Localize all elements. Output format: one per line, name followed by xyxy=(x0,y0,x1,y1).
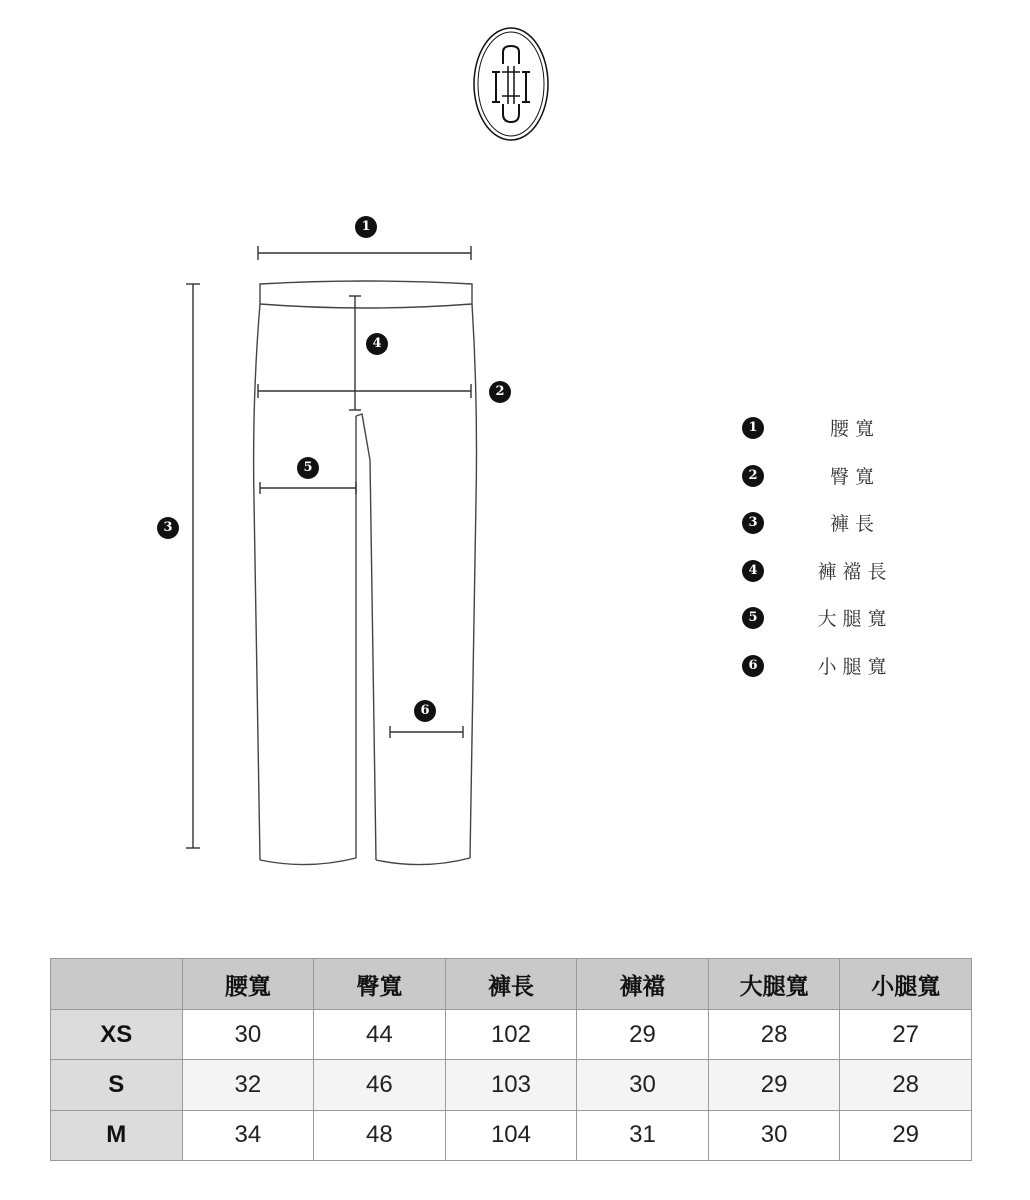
pants-diagram xyxy=(140,200,520,890)
legend-item xyxy=(742,509,942,557)
legend-item xyxy=(742,652,942,700)
legend-item xyxy=(742,462,942,510)
table-header-cell: 褲襠 xyxy=(577,959,709,1010)
legend-label: 大腿寬 xyxy=(817,608,893,630)
legend-marker: 5 xyxy=(742,607,764,629)
table-row xyxy=(51,1010,972,1060)
legend-item xyxy=(742,557,942,605)
diagram-marker-6: 6 xyxy=(414,700,436,722)
table-cell: 29 xyxy=(708,1060,840,1110)
table-cell: 28 xyxy=(708,1010,840,1060)
table-cell: 46 xyxy=(314,1060,446,1110)
table-cell: 31 xyxy=(577,1110,709,1160)
table-cell: 28 xyxy=(840,1060,972,1110)
legend-marker: 6 xyxy=(742,655,764,677)
size-label: XS xyxy=(51,1010,183,1060)
table-header-row xyxy=(51,959,972,1010)
table-cell: 30 xyxy=(708,1110,840,1160)
legend-label: 臀寬 xyxy=(829,465,880,488)
table-header-cell: 大腿寬 xyxy=(708,959,840,1010)
table-header-cell: 腰寬 xyxy=(182,959,314,1010)
table-cell: 32 xyxy=(182,1060,314,1110)
table-row xyxy=(51,1060,972,1110)
table-header-cell: 小腿寬 xyxy=(840,959,972,1010)
measurement-legend xyxy=(742,414,942,699)
legend-label: 褲長 xyxy=(829,513,880,535)
table-cell: 29 xyxy=(840,1110,972,1160)
diagram-marker-1: 1 xyxy=(355,216,377,238)
legend-item xyxy=(742,604,942,652)
diagram-marker-4: 4 xyxy=(366,333,388,355)
legend-item xyxy=(742,414,942,462)
diagram-marker-3: 3 xyxy=(157,517,179,539)
table-row xyxy=(51,1110,972,1160)
brand-logo xyxy=(472,26,550,142)
table-cell: 29 xyxy=(577,1010,709,1060)
table-cell: 30 xyxy=(182,1010,314,1060)
table-cell: 104 xyxy=(445,1110,577,1160)
legend-label: 腰寬 xyxy=(829,418,880,440)
table-cell: 30 xyxy=(577,1060,709,1110)
size-label: M xyxy=(51,1110,183,1160)
table-cell: 103 xyxy=(445,1060,577,1110)
table-cell: 102 xyxy=(445,1010,577,1060)
table-header-corner xyxy=(51,959,183,1010)
legend-label: 褲襠長 xyxy=(817,560,893,583)
table-cell: 27 xyxy=(840,1010,972,1060)
table-cell: 48 xyxy=(314,1110,446,1160)
size-chart-table xyxy=(50,958,972,1161)
pants-outline xyxy=(140,200,520,890)
diagram-marker-2: 2 xyxy=(489,381,511,403)
legend-marker: 1 xyxy=(742,417,764,439)
legend-marker: 2 xyxy=(742,465,764,487)
size-label: S xyxy=(51,1060,183,1110)
table-cell: 44 xyxy=(314,1010,446,1060)
table-header-cell: 臀寬 xyxy=(314,959,446,1010)
legend-marker: 4 xyxy=(742,560,764,582)
table-header-cell: 褲長 xyxy=(445,959,577,1010)
diagram-marker-5: 5 xyxy=(297,457,319,479)
table-cell: 34 xyxy=(182,1110,314,1160)
legend-label: 小腿寬 xyxy=(817,655,893,678)
legend-marker: 3 xyxy=(742,512,764,534)
